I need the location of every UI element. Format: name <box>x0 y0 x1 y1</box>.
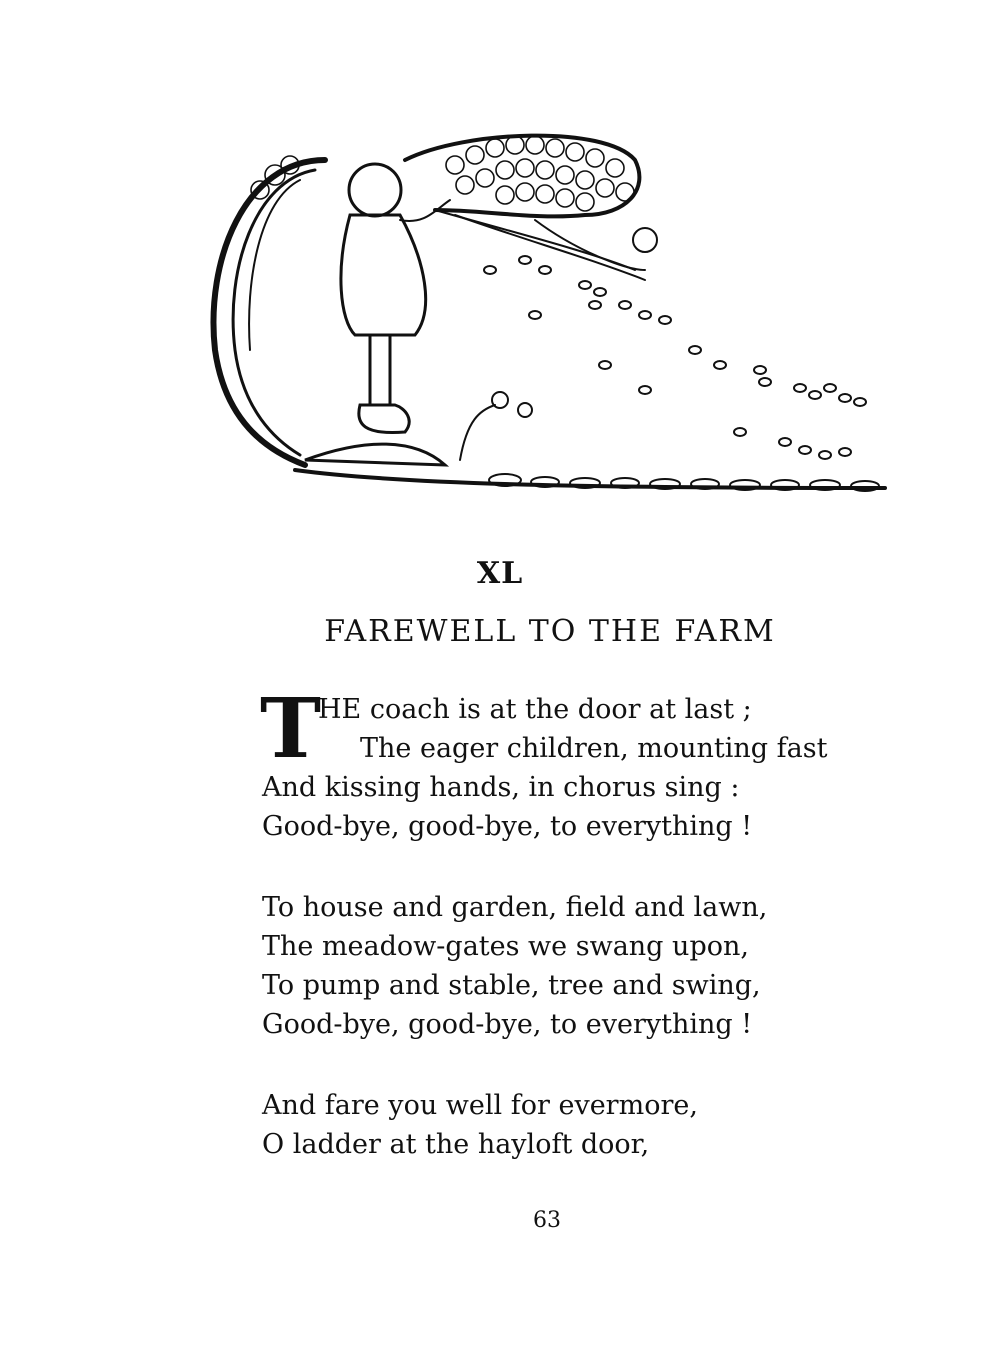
header-illustration <box>205 120 895 505</box>
stanza-3 <box>262 1086 902 1164</box>
poem-line: The eager children, mounting fast <box>360 733 828 764</box>
drop-cap: T <box>260 681 322 777</box>
poem-line: Good-bye, good-bye, to everything ! <box>262 811 753 842</box>
poem-line: And fare you well for evermore, <box>262 1090 698 1121</box>
stanza-2 <box>262 888 902 1044</box>
poem-line: The meadow-gates we swang upon, <box>262 931 749 962</box>
page-number: 63 <box>533 1208 561 1233</box>
chapter-number: XL <box>476 556 524 591</box>
poem <box>260 681 902 1164</box>
poem-line: And kissing hands, in chorus sing : <box>262 772 740 803</box>
poem-line: To house and garden, field and lawn, <box>262 892 768 923</box>
poem-line: Good-bye, good-bye, to everything ! <box>262 1009 753 1040</box>
chapter-title: FAREWELL TO THE FARM <box>324 614 776 649</box>
stanza-gap <box>262 1044 902 1086</box>
poem-line: HE coach is at the door at last ; <box>318 694 752 725</box>
poem-line: To pump and stable, tree and swing, <box>262 970 761 1001</box>
poem-line: O ladder at the hayloft door, <box>262 1129 650 1160</box>
stanza-1 <box>260 681 902 846</box>
stanza-gap <box>262 846 902 888</box>
